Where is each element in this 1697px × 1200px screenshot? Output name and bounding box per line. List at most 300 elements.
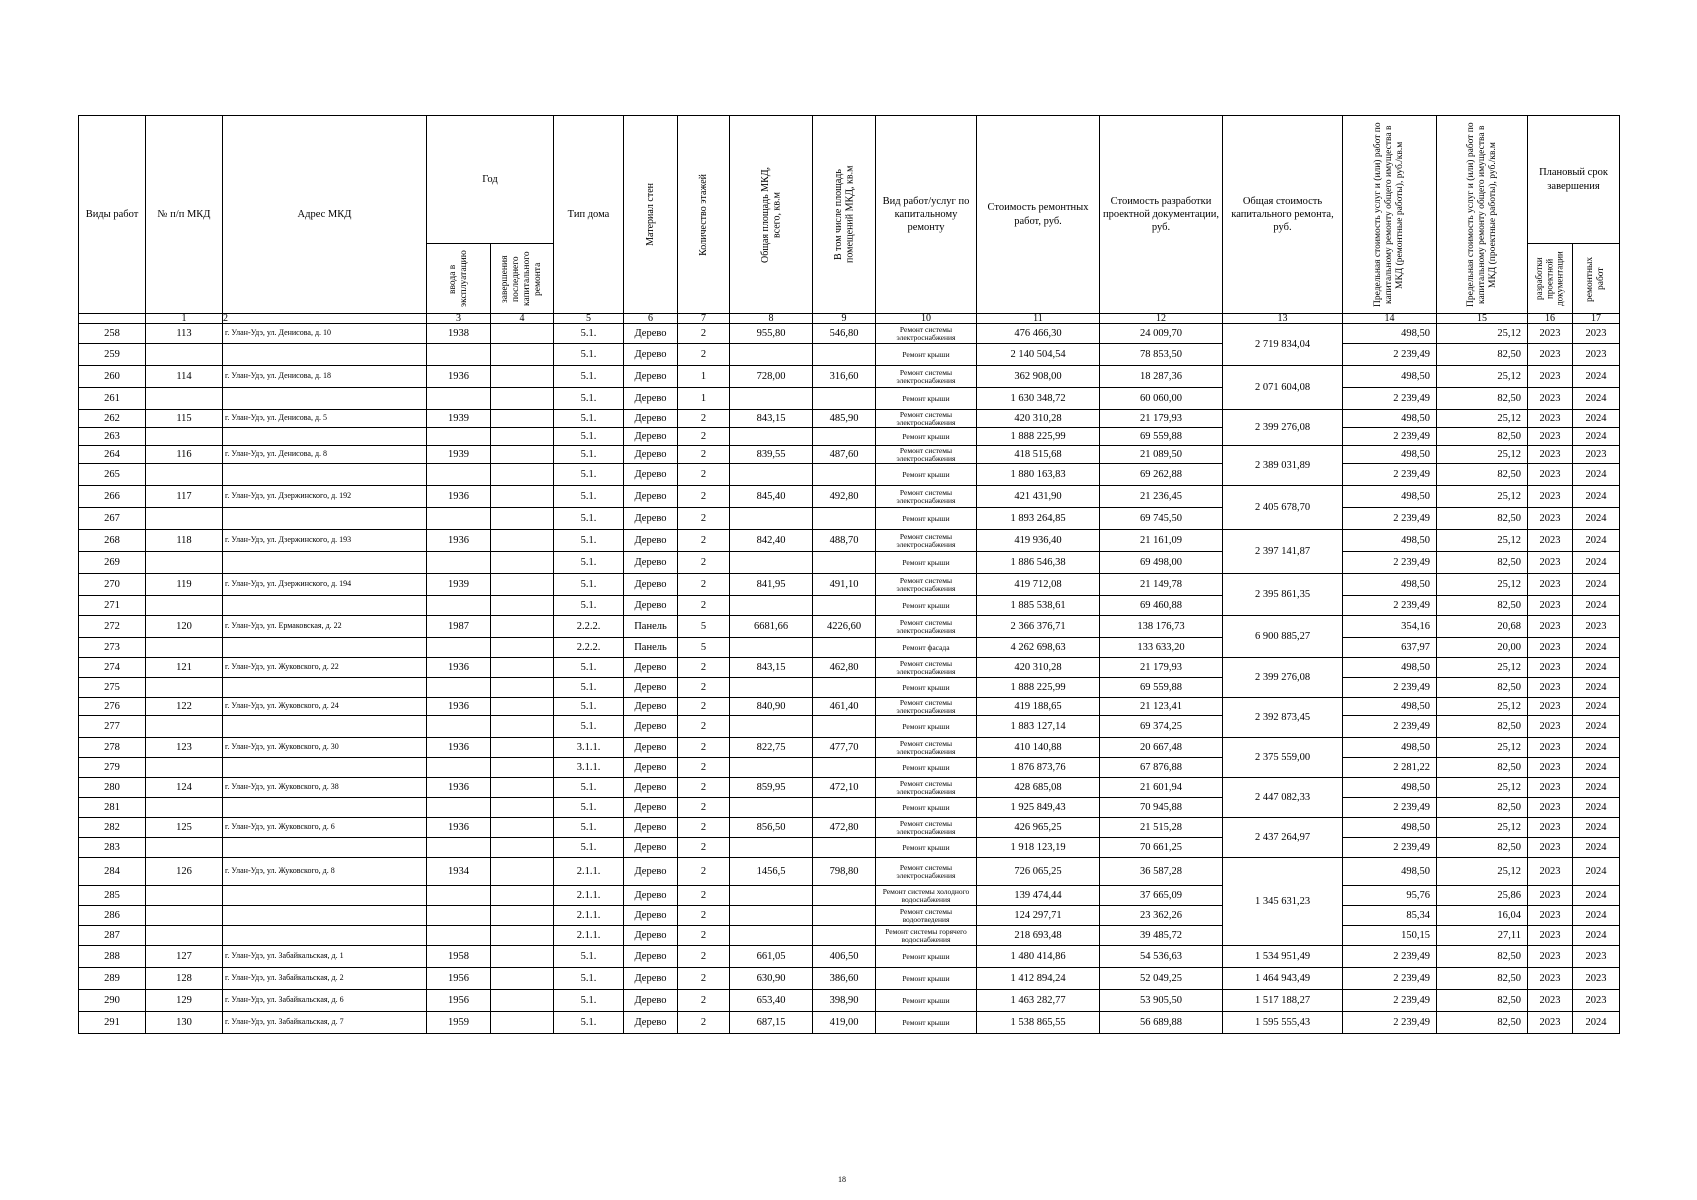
year-last-repair: [491, 858, 554, 886]
year-last-repair: [491, 886, 554, 906]
header-year-commissioning: ввода в эксплуатацию: [427, 244, 491, 314]
deadline-repair: 2024: [1573, 428, 1620, 446]
wall-material: Дерево: [624, 778, 678, 798]
total-area: [730, 798, 813, 818]
work-type: Ремонт системы холодного водоснабжения: [876, 886, 977, 906]
address-cell: г. Улан-Удэ, ул. Дзержинского, д. 194: [223, 574, 427, 596]
column-number: 11: [977, 314, 1100, 324]
mkd-number: 119: [146, 574, 223, 596]
house-type: 5.1.: [554, 716, 624, 738]
total-cost: 1 517 188,27: [1223, 990, 1343, 1012]
house-type: 5.1.: [554, 388, 624, 410]
column-number: 10: [876, 314, 977, 324]
total-area: [730, 906, 813, 926]
deadline-repair: 2024: [1573, 858, 1620, 886]
work-type: Ремонт крыши: [876, 464, 977, 486]
repair-cost: 419 188,65: [977, 698, 1100, 716]
address-cell: [223, 344, 427, 366]
total-area: [730, 344, 813, 366]
design-cost: 21 601,94: [1100, 778, 1223, 798]
year-commissioning: [427, 716, 491, 738]
house-type: 2.2.2.: [554, 638, 624, 658]
limit-design: 25,12: [1437, 574, 1528, 596]
repair-cost: 139 474,44: [977, 886, 1100, 906]
floors: 2: [678, 778, 730, 798]
deadline-design: 2023: [1528, 858, 1573, 886]
year-commissioning: 1939: [427, 446, 491, 464]
deadline-repair: 2024: [1573, 818, 1620, 838]
total-cost: 1 534 951,49: [1223, 946, 1343, 968]
table-row: [79, 1012, 1620, 1034]
work-type: Ремонт крыши: [876, 990, 977, 1012]
year-last-repair: [491, 758, 554, 778]
deadline-design: 2023: [1528, 446, 1573, 464]
deadline-repair: 2024: [1573, 530, 1620, 552]
house-type: 3.1.1.: [554, 738, 624, 758]
limit-repair: 95,76: [1343, 886, 1437, 906]
address-cell: [223, 388, 427, 410]
work-type: Ремонт крыши: [876, 968, 977, 990]
wall-material: Дерево: [624, 738, 678, 758]
deadline-design: 2023: [1528, 388, 1573, 410]
header-floors: Количество этажей: [678, 116, 730, 314]
address-cell: [223, 552, 427, 574]
table-row: [79, 552, 1620, 574]
column-numbers-row: [79, 314, 1620, 324]
deadline-design: 2023: [1528, 324, 1573, 344]
work-type: Ремонт системы электроснабжения: [876, 574, 977, 596]
mkd-number: 125: [146, 818, 223, 838]
column-number: 17: [1573, 314, 1620, 324]
deadline-design: 2023: [1528, 886, 1573, 906]
limit-repair: 2 239,49: [1343, 798, 1437, 818]
floors: 2: [678, 990, 730, 1012]
table-body: [79, 324, 1620, 1034]
total-cost: 1 595 555,43: [1223, 1012, 1343, 1034]
premises-area: [813, 838, 876, 858]
floors: 1: [678, 388, 730, 410]
column-number: 2: [223, 314, 427, 324]
house-type: 5.1.: [554, 410, 624, 428]
deadline-repair: 2023: [1573, 946, 1620, 968]
total-area: 653,40: [730, 990, 813, 1012]
row-number: 287: [79, 926, 146, 946]
total-cost: 2 399 276,08: [1223, 410, 1343, 446]
deadline-design: 2023: [1528, 946, 1573, 968]
repair-cost: 410 140,88: [977, 738, 1100, 758]
design-cost: 21 515,28: [1100, 818, 1223, 838]
floors: 2: [678, 968, 730, 990]
table-row: [79, 946, 1620, 968]
repair-cost: 419 936,40: [977, 530, 1100, 552]
wall-material: Дерево: [624, 486, 678, 508]
total-area: 845,40: [730, 486, 813, 508]
limit-design: 82,50: [1437, 1012, 1528, 1034]
column-number: 9: [813, 314, 876, 324]
work-type: Ремонт системы электроснабжения: [876, 324, 977, 344]
deadline-design: 2023: [1528, 1012, 1573, 1034]
page-number: 18: [838, 1175, 846, 1184]
work-type: Ремонт системы электроснабжения: [876, 410, 977, 428]
address-cell: г. Улан-Удэ, ул. Забайкальская, д. 2: [223, 968, 427, 990]
table-row: [79, 324, 1620, 344]
floors: 2: [678, 658, 730, 678]
work-type: Ремонт крыши: [876, 678, 977, 698]
row-number: 269: [79, 552, 146, 574]
row-number: 274: [79, 658, 146, 678]
row-number: 291: [79, 1012, 146, 1034]
year-last-repair: [491, 596, 554, 616]
year-last-repair: [491, 410, 554, 428]
table-row: [79, 738, 1620, 758]
premises-area: 488,70: [813, 530, 876, 552]
premises-area: [813, 464, 876, 486]
premises-area: [813, 716, 876, 738]
premises-area: [813, 388, 876, 410]
limit-repair: 498,50: [1343, 778, 1437, 798]
premises-area: [813, 552, 876, 574]
work-type: Ремонт системы электроснабжения: [876, 658, 977, 678]
premises-area: [813, 886, 876, 906]
address-cell: г. Улан-Удэ, ул. Забайкальская, д. 6: [223, 990, 427, 1012]
premises-area: [813, 508, 876, 530]
floors: 5: [678, 616, 730, 638]
total-cost: 2 397 141,87: [1223, 530, 1343, 574]
floors: 2: [678, 716, 730, 738]
wall-material: Дерево: [624, 798, 678, 818]
address-cell: [223, 464, 427, 486]
year-last-repair: [491, 388, 554, 410]
repair-cost: 2 140 504,54: [977, 344, 1100, 366]
limit-repair: 498,50: [1343, 486, 1437, 508]
total-cost: 2 389 031,89: [1223, 446, 1343, 486]
limit-repair: 498,50: [1343, 858, 1437, 886]
mkd-number: [146, 638, 223, 658]
row-number: 266: [79, 486, 146, 508]
deadline-design: 2023: [1528, 508, 1573, 530]
year-last-repair: [491, 716, 554, 738]
address-cell: г. Улан-Удэ, ул. Жуковского, д. 24: [223, 698, 427, 716]
limit-design: 82,50: [1437, 678, 1528, 698]
wall-material: Дерево: [624, 596, 678, 616]
house-type: 5.1.: [554, 990, 624, 1012]
mkd-number: [146, 886, 223, 906]
column-number: [79, 314, 146, 324]
deadline-repair: 2024: [1573, 838, 1620, 858]
design-cost: 39 485,72: [1100, 926, 1223, 946]
limit-repair: 354,16: [1343, 616, 1437, 638]
mkd-number: [146, 798, 223, 818]
address-cell: г. Улан-Удэ, ул. Денисова, д. 5: [223, 410, 427, 428]
design-cost: 69 374,25: [1100, 716, 1223, 738]
limit-design: 25,12: [1437, 778, 1528, 798]
table-row: [79, 926, 1620, 946]
design-cost: 78 853,50: [1100, 344, 1223, 366]
premises-area: [813, 344, 876, 366]
row-number: 285: [79, 886, 146, 906]
year-commissioning: 1939: [427, 410, 491, 428]
house-type: 5.1.: [554, 446, 624, 464]
deadline-repair: 2024: [1573, 886, 1620, 906]
floors: 2: [678, 552, 730, 574]
limit-repair: 85,34: [1343, 906, 1437, 926]
repair-cost: 1 888 225,99: [977, 428, 1100, 446]
floors: 2: [678, 530, 730, 552]
house-type: 5.1.: [554, 658, 624, 678]
table-row: [79, 778, 1620, 798]
row-number: 289: [79, 968, 146, 990]
year-last-repair: [491, 428, 554, 446]
wall-material: Дерево: [624, 428, 678, 446]
total-area: 859,95: [730, 778, 813, 798]
year-last-repair: [491, 906, 554, 926]
table-row: [79, 698, 1620, 716]
row-number: 270: [79, 574, 146, 596]
design-cost: 52 049,25: [1100, 968, 1223, 990]
deadline-repair: 2023: [1573, 344, 1620, 366]
deadline-design: 2023: [1528, 716, 1573, 738]
mkd-number: 115: [146, 410, 223, 428]
year-commissioning: [427, 638, 491, 658]
limit-design: 82,50: [1437, 946, 1528, 968]
deadline-design: 2023: [1528, 798, 1573, 818]
deadline-repair: 2023: [1573, 616, 1620, 638]
total-cost: 2 447 082,33: [1223, 778, 1343, 818]
premises-area: 316,60: [813, 366, 876, 388]
table-row: [79, 798, 1620, 818]
row-number: 262: [79, 410, 146, 428]
total-area: [730, 638, 813, 658]
mkd-number: 118: [146, 530, 223, 552]
year-last-repair: [491, 678, 554, 698]
year-last-repair: [491, 616, 554, 638]
deadline-repair: 2024: [1573, 926, 1620, 946]
work-type: Ремонт системы электроснабжения: [876, 698, 977, 716]
limit-design: 25,12: [1437, 530, 1528, 552]
deadline-design: 2023: [1528, 530, 1573, 552]
limit-design: 25,12: [1437, 486, 1528, 508]
deadline-design: 2023: [1528, 738, 1573, 758]
header-deadline-repair: ремонтных работ: [1573, 244, 1620, 314]
house-type: 2.2.2.: [554, 616, 624, 638]
year-last-repair: [491, 344, 554, 366]
premises-area: [813, 428, 876, 446]
design-cost: 67 876,88: [1100, 758, 1223, 778]
total-area: 822,75: [730, 738, 813, 758]
column-number: 14: [1343, 314, 1437, 324]
total-area: 856,50: [730, 818, 813, 838]
deadline-repair: 2023: [1573, 968, 1620, 990]
year-commissioning: [427, 428, 491, 446]
limit-design: 25,12: [1437, 658, 1528, 678]
floors: 2: [678, 946, 730, 968]
deadline-repair: 2024: [1573, 658, 1620, 678]
address-cell: [223, 508, 427, 530]
year-commissioning: 1934: [427, 858, 491, 886]
design-cost: 60 060,00: [1100, 388, 1223, 410]
repair-cost: 1 885 538,61: [977, 596, 1100, 616]
mkd-number: 130: [146, 1012, 223, 1034]
house-type: 5.1.: [554, 678, 624, 698]
work-type: Ремонт системы электроснабжения: [876, 818, 977, 838]
design-cost: 20 667,48: [1100, 738, 1223, 758]
house-type: 2.1.1.: [554, 926, 624, 946]
wall-material: Дерево: [624, 1012, 678, 1034]
row-number: 284: [79, 858, 146, 886]
table-row: [79, 638, 1620, 658]
table-row: [79, 616, 1620, 638]
year-last-repair: [491, 530, 554, 552]
repair-cost: 1 880 163,83: [977, 464, 1100, 486]
year-last-repair: [491, 324, 554, 344]
year-commissioning: 1936: [427, 658, 491, 678]
design-cost: 69 559,88: [1100, 678, 1223, 698]
deadline-design: 2023: [1528, 366, 1573, 388]
deadline-repair: 2023: [1573, 990, 1620, 1012]
work-type: Ремонт системы горячего водоснабжения: [876, 926, 977, 946]
house-type: 5.1.: [554, 1012, 624, 1034]
total-area: 841,95: [730, 574, 813, 596]
floors: 2: [678, 428, 730, 446]
header-year-last-repair: завершения последнего капитального ремонта: [491, 244, 554, 314]
repair-cost: 1 883 127,14: [977, 716, 1100, 738]
address-cell: г. Улан-Удэ, ул. Денисова, д. 18: [223, 366, 427, 388]
row-number: 260: [79, 366, 146, 388]
table-row: [79, 858, 1620, 886]
address-cell: г. Улан-Удэ, ул. Жуковского, д. 6: [223, 818, 427, 838]
floors: 2: [678, 410, 730, 428]
year-commissioning: [427, 798, 491, 818]
work-type: Ремонт крыши: [876, 596, 977, 616]
header-deadline-design: разработки проектной документации: [1528, 244, 1573, 314]
deadline-repair: 2024: [1573, 552, 1620, 574]
wall-material: Дерево: [624, 508, 678, 530]
repair-cost: 1 538 865,55: [977, 1012, 1100, 1034]
design-cost: 69 460,88: [1100, 596, 1223, 616]
year-commissioning: 1936: [427, 486, 491, 508]
total-area: [730, 508, 813, 530]
year-last-repair: [491, 1012, 554, 1034]
column-number: 6: [624, 314, 678, 324]
repair-cost: 418 515,68: [977, 446, 1100, 464]
limit-repair: 498,50: [1343, 658, 1437, 678]
row-number: 272: [79, 616, 146, 638]
address-cell: г. Улан-Удэ, ул. Денисова, д. 8: [223, 446, 427, 464]
repair-cost: 1 893 264,85: [977, 508, 1100, 530]
repair-cost: 218 693,48: [977, 926, 1100, 946]
design-cost: 69 745,50: [1100, 508, 1223, 530]
year-commissioning: [427, 886, 491, 906]
deadline-design: 2023: [1528, 990, 1573, 1012]
year-commissioning: 1936: [427, 698, 491, 716]
total-area: 843,15: [730, 658, 813, 678]
limit-design: 82,50: [1437, 838, 1528, 858]
house-type: 5.1.: [554, 324, 624, 344]
deadline-design: 2023: [1528, 464, 1573, 486]
wall-material: Дерево: [624, 678, 678, 698]
address-cell: [223, 678, 427, 698]
row-number: 283: [79, 838, 146, 858]
year-commissioning: 1936: [427, 366, 491, 388]
limit-repair: 2 281,22: [1343, 758, 1437, 778]
limit-repair: 498,50: [1343, 698, 1437, 716]
year-last-repair: [491, 552, 554, 574]
deadline-repair: 2024: [1573, 410, 1620, 428]
wall-material: Дерево: [624, 574, 678, 596]
year-last-repair: [491, 698, 554, 716]
work-type: Ремонт системы электроснабжения: [876, 366, 977, 388]
repair-cost: 1 412 894,24: [977, 968, 1100, 990]
premises-area: [813, 906, 876, 926]
table-row: [79, 574, 1620, 596]
repair-cost: 1 888 225,99: [977, 678, 1100, 698]
mkd-number: 123: [146, 738, 223, 758]
limit-design: 25,12: [1437, 818, 1528, 838]
premises-area: 798,80: [813, 858, 876, 886]
premises-area: 406,50: [813, 946, 876, 968]
total-area: [730, 596, 813, 616]
deadline-repair: 2024: [1573, 366, 1620, 388]
house-type: 5.1.: [554, 968, 624, 990]
limit-design: 25,12: [1437, 738, 1528, 758]
wall-material: Дерево: [624, 838, 678, 858]
deadline-design: 2023: [1528, 410, 1573, 428]
design-cost: 37 665,09: [1100, 886, 1223, 906]
table-row: [79, 366, 1620, 388]
year-last-repair: [491, 464, 554, 486]
deadline-design: 2023: [1528, 486, 1573, 508]
wall-material: Панель: [624, 616, 678, 638]
address-cell: г. Улан-Удэ, ул. Жуковского, д. 38: [223, 778, 427, 798]
work-type: Ремонт крыши: [876, 344, 977, 366]
mkd-number: [146, 758, 223, 778]
wall-material: Дерево: [624, 388, 678, 410]
column-number: 1: [146, 314, 223, 324]
work-type: Ремонт системы электроснабжения: [876, 778, 977, 798]
address-cell: г. Улан-Удэ, ул. Дзержинского, д. 193: [223, 530, 427, 552]
year-commissioning: [427, 758, 491, 778]
table-row: [79, 818, 1620, 838]
house-type: 5.1.: [554, 508, 624, 530]
design-cost: 18 287,36: [1100, 366, 1223, 388]
deadline-repair: 2024: [1573, 574, 1620, 596]
address-cell: [223, 838, 427, 858]
total-area: 6681,66: [730, 616, 813, 638]
year-commissioning: [427, 344, 491, 366]
deadline-design: 2023: [1528, 678, 1573, 698]
wall-material: Дерево: [624, 324, 678, 344]
limit-repair: 2 239,49: [1343, 596, 1437, 616]
deadline-repair: 2024: [1573, 758, 1620, 778]
repair-cost: 362 908,00: [977, 366, 1100, 388]
header-wall-material: Материал стен: [624, 116, 678, 314]
premises-area: 477,70: [813, 738, 876, 758]
year-commissioning: [427, 678, 491, 698]
year-commissioning: [427, 596, 491, 616]
year-last-repair: [491, 366, 554, 388]
house-type: 2.1.1.: [554, 886, 624, 906]
premises-area: 487,60: [813, 446, 876, 464]
header-total-cost: Общая стоимость капитального ремонта, руб.: [1223, 116, 1343, 314]
deadline-design: 2023: [1528, 926, 1573, 946]
limit-design: 16,04: [1437, 906, 1528, 926]
limit-design: 82,50: [1437, 716, 1528, 738]
work-type: Ремонт крыши: [876, 946, 977, 968]
wall-material: Дерево: [624, 464, 678, 486]
limit-design: 20,68: [1437, 616, 1528, 638]
floors: 2: [678, 678, 730, 698]
deadline-design: 2023: [1528, 658, 1573, 678]
